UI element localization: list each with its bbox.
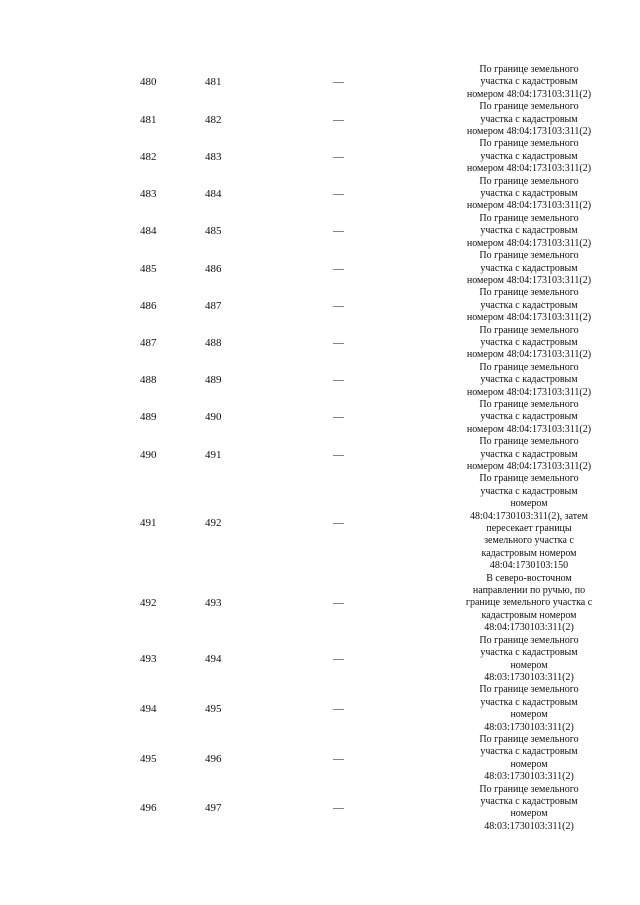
description-line: участка с кадастровым [480, 746, 578, 758]
from-point-cell: 485 [140, 262, 157, 275]
description-line: номером [510, 709, 548, 721]
description-line: номером 48:04:173103:311(2) [466, 312, 592, 324]
to-point-cell: 484 [205, 188, 222, 201]
to-point-cell: 494 [205, 653, 222, 666]
description-line: 48:03:1730103:311(2) [484, 771, 574, 783]
dash-cell: — [333, 597, 344, 610]
dash-cell: — [333, 516, 344, 529]
table-row [0, 784, 640, 834]
description-line: участка с кадастровым [480, 336, 578, 348]
description-line: кадастровым номером [481, 609, 577, 621]
description-line: По границе земельного [479, 324, 579, 336]
description-line: номером 48:04:173103:311(2) [466, 88, 592, 100]
description-line: номером 48:04:173103:311(2) [466, 274, 592, 286]
description-cell [453, 362, 640, 399]
description-line: земельного участка с [484, 535, 574, 547]
table-row [0, 635, 640, 685]
table-row [0, 325, 640, 362]
to-point-cell: 493 [205, 597, 222, 610]
from-point-cell: 493 [140, 653, 157, 666]
description-line: По границе земельного [479, 175, 579, 187]
description-line: По границе земельного [479, 250, 579, 262]
description-line: участка с кадастровым [480, 299, 578, 311]
to-point-cell: 490 [205, 411, 222, 424]
table-row [0, 213, 640, 250]
from-point-cell: 486 [140, 299, 157, 312]
table-row [0, 64, 640, 101]
description-line: номером 48:04:173103:311(2) [466, 423, 592, 435]
description-line: 48:04:1730103:311(2), затем [470, 510, 588, 522]
description-cell [453, 101, 640, 138]
description-line: кадастровым номером [481, 547, 577, 559]
table-row [0, 176, 640, 213]
description-line: участка с кадастровым [480, 374, 578, 386]
description-cell [453, 436, 640, 473]
from-point-cell: 495 [140, 752, 157, 765]
from-point-cell: 480 [140, 76, 157, 89]
description-line: По границе земельного [479, 684, 579, 696]
description-line: По границе земельного [479, 733, 579, 745]
description-line: участка с кадастровым [480, 150, 578, 162]
description-line: номером [510, 758, 548, 770]
description-line: номером 48:04:173103:311(2) [466, 200, 592, 212]
table-body [0, 64, 640, 833]
description-line: направлении по ручью, по [472, 585, 586, 597]
table-row [0, 362, 640, 399]
table-row [0, 138, 640, 175]
from-point-cell: 483 [140, 188, 157, 201]
description-line: 48:04:1730103:311(2) [484, 622, 574, 634]
from-point-cell: 481 [140, 113, 157, 126]
description-cell [453, 684, 640, 734]
to-point-cell: 487 [205, 299, 222, 312]
description-cell [453, 64, 640, 101]
dash-cell: — [333, 225, 344, 238]
from-point-cell: 492 [140, 597, 157, 610]
dash-cell: — [333, 374, 344, 387]
from-point-cell: 487 [140, 336, 157, 349]
description-line: участка с кадастровым [480, 113, 578, 125]
dash-cell: — [333, 150, 344, 163]
dash-cell: — [333, 702, 344, 715]
description-line: участка с кадастровым [480, 485, 578, 497]
description-cell [453, 287, 640, 324]
description-cell [453, 473, 640, 572]
description-line: По границе земельного [479, 101, 579, 113]
from-point-cell: 484 [140, 225, 157, 238]
dash-cell: — [333, 76, 344, 89]
table-row [0, 287, 640, 324]
description-line: границе земельного участка с [465, 597, 593, 609]
dash-cell: — [333, 113, 344, 126]
dash-cell: — [333, 299, 344, 312]
dash-cell: — [333, 653, 344, 666]
to-point-cell: 483 [205, 150, 222, 163]
table-row [0, 436, 640, 473]
to-point-cell: 489 [205, 374, 222, 387]
from-point-cell: 488 [140, 374, 157, 387]
table-row [0, 399, 640, 436]
description-line: участка с кадастровым [480, 696, 578, 708]
table-row [0, 573, 640, 635]
description-line: По границе земельного [479, 783, 579, 795]
description-line: участка с кадастровым [480, 188, 578, 200]
to-point-cell: 481 [205, 76, 222, 89]
description-cell [453, 325, 640, 362]
dash-cell: — [333, 802, 344, 815]
to-point-cell: 488 [205, 336, 222, 349]
description-line: По границе земельного [479, 212, 579, 224]
description-cell [453, 573, 640, 635]
table-row [0, 473, 640, 572]
dash-cell: — [333, 752, 344, 765]
description-line: участка с кадастровым [480, 76, 578, 88]
table-row [0, 734, 640, 784]
description-cell [453, 138, 640, 175]
dash-cell: — [333, 448, 344, 461]
description-line: По границе земельного [479, 64, 579, 75]
description-line: 48:04:1730103:150 [489, 560, 569, 572]
description-line: По границе земельного [479, 287, 579, 299]
description-line: В северо-восточном [486, 572, 572, 584]
description-line: участка с кадастровым [480, 411, 578, 423]
description-line: номером 48:04:173103:311(2) [466, 349, 592, 361]
description-line: 48:03:1730103:311(2) [484, 721, 574, 733]
description-cell [453, 213, 640, 250]
description-cell [453, 784, 640, 834]
description-cell [453, 176, 640, 213]
description-line: номером [510, 808, 548, 820]
from-point-cell: 482 [140, 150, 157, 163]
description-cell [453, 399, 640, 436]
table-row [0, 250, 640, 287]
from-point-cell: 490 [140, 448, 157, 461]
to-point-cell: 492 [205, 516, 222, 529]
description-line: По границе земельного [479, 634, 579, 646]
from-point-cell: 494 [140, 702, 157, 715]
description-line: По границе земельного [479, 361, 579, 373]
description-line: номером 48:04:173103:311(2) [466, 163, 592, 175]
description-line: участка с кадастровым [480, 262, 578, 274]
to-point-cell: 497 [205, 802, 222, 815]
description-line: участка с кадастровым [480, 448, 578, 460]
description-line: 48:03:1730103:311(2) [484, 671, 574, 683]
description-cell [453, 250, 640, 287]
description-line: пересекает границы [486, 523, 572, 535]
description-line: номером 48:04:173103:311(2) [466, 126, 592, 138]
dash-cell: — [333, 411, 344, 424]
from-point-cell: 491 [140, 516, 157, 529]
description-line: По границе земельного [479, 473, 579, 485]
to-point-cell: 495 [205, 702, 222, 715]
to-point-cell: 482 [205, 113, 222, 126]
dash-cell: — [333, 336, 344, 349]
boundary-description-table [0, 64, 640, 833]
description-line: 48:03:1730103:311(2) [484, 820, 574, 832]
description-line: По границе земельного [479, 436, 579, 448]
from-point-cell: 496 [140, 802, 157, 815]
table-row [0, 684, 640, 734]
to-point-cell: 491 [205, 448, 222, 461]
description-line: номером [510, 659, 548, 671]
description-line: участка с кадастровым [480, 225, 578, 237]
description-cell [453, 635, 640, 685]
description-line: По границе земельного [479, 138, 579, 150]
description-line: участка с кадастровым [480, 795, 578, 807]
description-line: номером 48:04:173103:311(2) [466, 237, 592, 249]
to-point-cell: 496 [205, 752, 222, 765]
dash-cell: — [333, 262, 344, 275]
description-line: участка с кадастровым [480, 647, 578, 659]
description-line: номером 48:04:173103:311(2) [466, 386, 592, 398]
to-point-cell: 486 [205, 262, 222, 275]
description-line: По границе земельного [479, 398, 579, 410]
description-line: номером 48:04:173103:311(2) [466, 461, 592, 472]
dash-cell: — [333, 188, 344, 201]
from-point-cell: 489 [140, 411, 157, 424]
description-line: номером [510, 498, 548, 510]
to-point-cell: 485 [205, 225, 222, 238]
description-cell [453, 734, 640, 784]
table-row [0, 101, 640, 138]
